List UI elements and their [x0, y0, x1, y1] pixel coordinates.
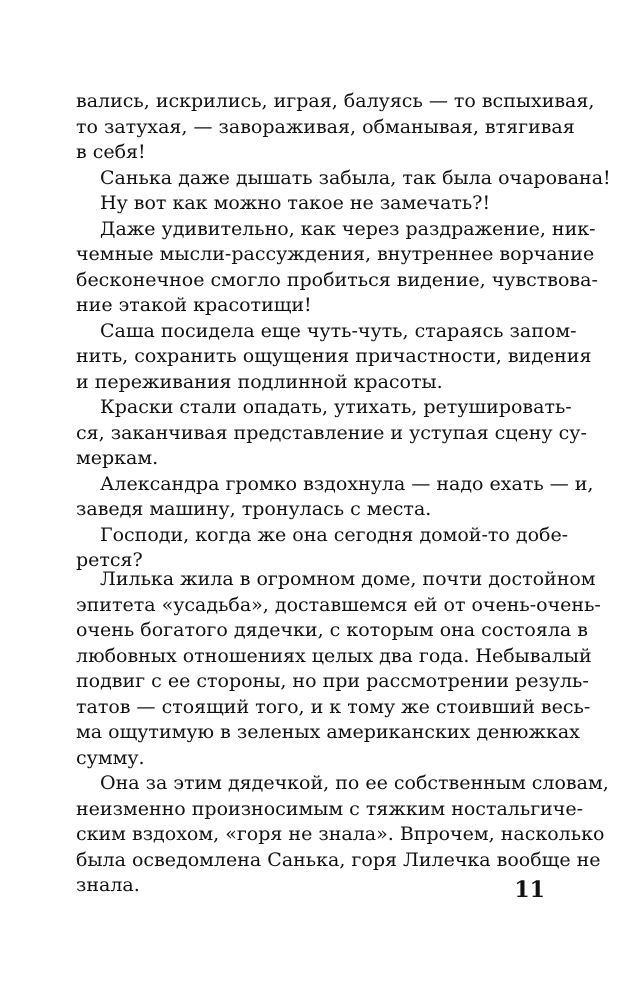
text-line: любовных отношениях целых два года. Небывалый: [76, 644, 592, 667]
paragraph: [76, 166, 611, 192]
paragraph: [76, 319, 592, 396]
text-line: была осведомлена Санька, горя Лилечка вообще не: [76, 848, 601, 871]
paragraph: [76, 395, 587, 472]
text-line: неизменно произносимым с тяжким ностальгиче-: [76, 797, 584, 820]
text-line: ма ощутимую в зеленых американских денюжках: [76, 721, 580, 743]
text-line: ся, заканчивая представление и уступая сцену су-: [76, 421, 587, 444]
text-line: ние этакой красотищи!: [76, 294, 312, 316]
text-line: Санька даже дышать забыла, так была очарована!: [100, 166, 611, 189]
text-line: ским вздохом, «горя не знала». Впрочем, насколько: [76, 823, 605, 845]
text-line: вались, искрились, играя, балуясь — то вспыхивая,: [76, 90, 595, 112]
text-line: Саша посидела еще чуть-чуть, стараясь запом-: [100, 319, 577, 342]
paragraph: [76, 217, 598, 319]
text-line: Лилька жила в огромном доме, почти достойном: [100, 568, 596, 590]
text-line: Краски стали опадать, утихать, ретушировать-: [100, 396, 572, 418]
text-line: Она за этим дядечкой, по ее собственным словам,: [100, 772, 609, 794]
paragraph: [76, 89, 595, 166]
text-line: меркам.: [76, 447, 159, 469]
text-line: бесконечное смогло пробиться видение, чувствова-: [76, 268, 598, 291]
paragraph: [76, 191, 544, 217]
text-line: Александра громко вздохнула — надо ехать — и,: [100, 472, 594, 495]
text-line: Даже удивительно, как через раздражение, ник-: [100, 217, 596, 240]
text-line: чемные мысли-рассуждения, внутреннее ворчание: [76, 243, 595, 265]
text-section-1: [76, 89, 611, 574]
text-line: татов — стоящий того, и к тому же стоивший весь-: [76, 695, 591, 718]
paragraph: [76, 472, 594, 523]
text-line: Ну вот как можно такое не замечать?!: [100, 192, 491, 214]
text-line: очень богатого дядечки, с которым она состояла в: [76, 619, 588, 641]
text-line: то затухая, — завораживая, обманывая, втягивая: [76, 115, 575, 138]
paragraph: [76, 771, 609, 899]
text-line: в себя!: [76, 141, 146, 163]
paragraph: [76, 523, 569, 574]
text-line: подвиг с ее стороны, но при рассмотрении резуль-: [76, 670, 589, 692]
text-line: нить, сохранить ощущения причастности, видения: [76, 345, 592, 367]
text-section-2: [76, 567, 609, 899]
text-line: рется?: [76, 549, 143, 571]
text-line: и переживания подлинной красоты.: [76, 370, 443, 393]
text-line: Господи, когда же она сегодня домой-то добе-: [100, 523, 569, 546]
page-number: 11: [514, 877, 545, 903]
text-line: эпитета «усадьба», доставшемся ей от очень-очень-: [76, 593, 601, 616]
text-line: заведя машину, тронулась с места.: [76, 498, 432, 520]
paragraph: [76, 567, 601, 771]
text-line: сумму.: [76, 746, 145, 769]
text-line: знала.: [76, 874, 140, 896]
